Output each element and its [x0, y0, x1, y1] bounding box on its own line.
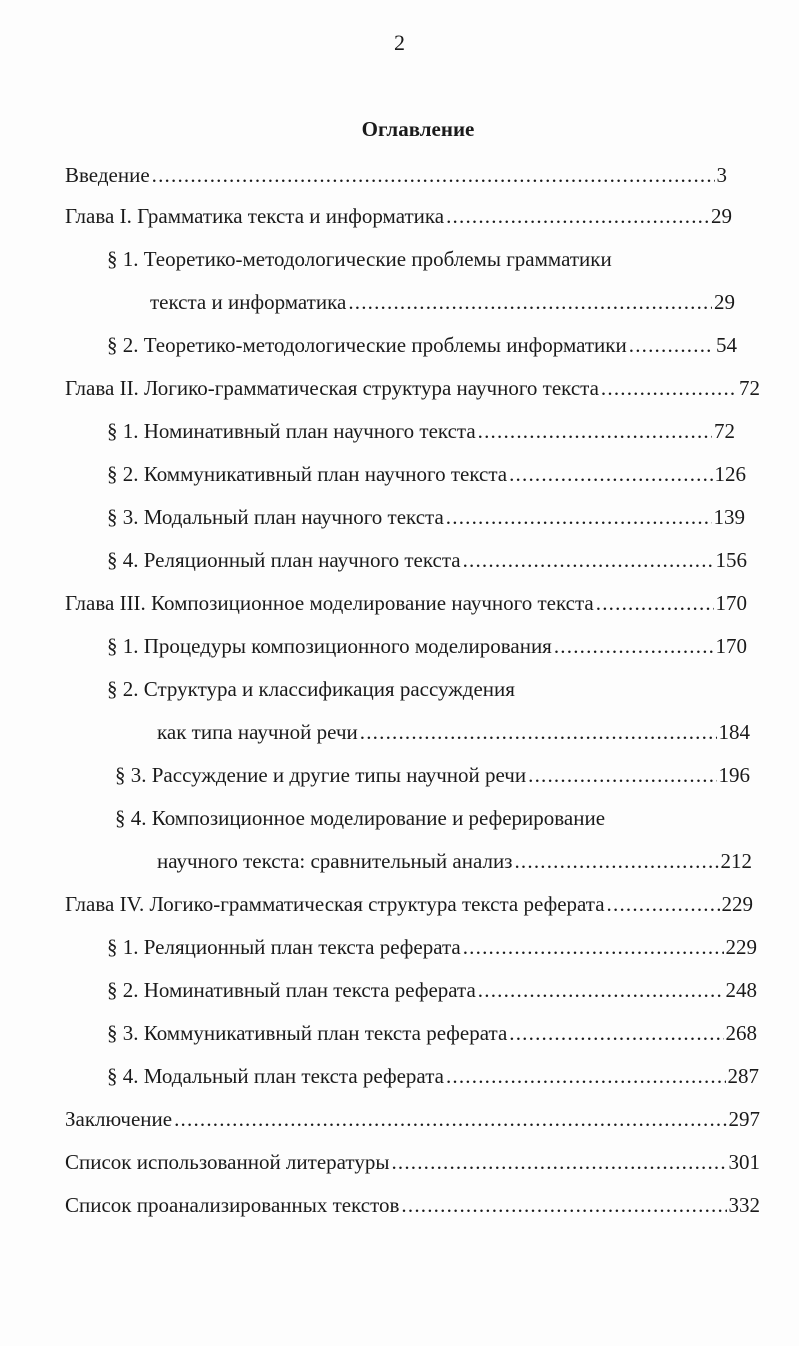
entry-label: Список использованной литературы — [65, 1150, 390, 1174]
entry-label: § 3. Коммуникативный план текста реферата — [107, 1021, 508, 1045]
toc-entry — [107, 503, 745, 531]
leader-dots — [554, 632, 714, 660]
entry-label: § 3. Модальный план научного текста — [107, 505, 444, 529]
toc-entry — [107, 1019, 757, 1047]
leader-dots — [446, 1062, 726, 1090]
entry-page: 229 — [721, 892, 753, 916]
leader-dots — [348, 288, 712, 316]
entry-label: Глава III. Композиционное моделирование научного текста — [65, 591, 594, 615]
entry-label: § 2. Номинативный план текста реферата — [107, 978, 476, 1002]
entry-label: научного текста: сравнительный анализ — [157, 849, 513, 873]
entry-page: 332 — [728, 1193, 760, 1217]
toc-entry — [115, 761, 750, 789]
entry-label: § 1. Номинативный план научного текста — [107, 419, 476, 443]
entry-page: 29 — [711, 204, 732, 228]
entry-label: § 2. Теоретико-методологические проблемы информатики — [107, 333, 627, 357]
entry-page: 72 — [714, 419, 735, 443]
leader-dots — [607, 890, 720, 918]
leader-dots — [601, 374, 737, 402]
leader-dots — [629, 331, 714, 359]
entry-label: текста и информатика — [150, 290, 347, 314]
toc-entry — [157, 847, 752, 875]
entry-label: § 2. Коммуникативный план научного текста — [107, 462, 508, 486]
entry-page: 156 — [715, 548, 747, 572]
toc-entry — [65, 374, 760, 402]
toc-entry — [107, 1062, 759, 1090]
entry-label: как типа научной речи — [157, 720, 358, 744]
leader-dots — [360, 718, 717, 746]
leader-dots — [509, 1019, 723, 1047]
entry-page: 184 — [718, 720, 750, 744]
entry-page: 126 — [714, 462, 746, 486]
entry-page: 248 — [725, 978, 757, 1002]
toc-entry — [107, 460, 746, 488]
leader-dots — [478, 976, 724, 1004]
toc-entry — [107, 933, 757, 961]
entry-page: 54 — [716, 333, 737, 357]
toc-entry — [107, 417, 735, 445]
leader-dots — [478, 417, 712, 445]
toc-entry — [65, 589, 747, 617]
entry-page: 212 — [720, 849, 752, 873]
toc-entry — [65, 1105, 760, 1133]
toc-entry — [107, 976, 757, 1004]
entry-first-line: § 4. Композиционное моделирование и реферирование — [115, 806, 606, 830]
leader-dots — [463, 933, 724, 961]
leader-dots — [152, 161, 715, 189]
entry-page: 297 — [728, 1107, 760, 1131]
toc-entry — [150, 288, 735, 316]
entry-page: 29 — [714, 290, 735, 314]
entry-page: 170 — [715, 591, 747, 615]
entry-label: Список проанализированных текстов — [65, 1193, 400, 1217]
leader-dots — [401, 1191, 726, 1219]
toc-entry — [107, 331, 737, 359]
entry-label: § 4. Реляционный план научного текста — [107, 548, 461, 572]
entry-label: Введение — [65, 163, 150, 187]
entry-first-line: § 1. Теоретико-методологические проблемы грамматики — [107, 247, 612, 271]
entry-first-line: § 2. Структура и классификация рассуждения — [107, 677, 515, 701]
entry-page: 196 — [718, 763, 750, 787]
leader-dots — [514, 847, 718, 875]
entry-label: Заключение — [65, 1107, 173, 1131]
leader-dots — [463, 546, 714, 574]
toc-entry — [65, 1148, 760, 1176]
entry-page: 287 — [727, 1064, 759, 1088]
entry-page: 72 — [739, 376, 760, 400]
leader-dots — [528, 761, 716, 789]
entry-label: § 1. Реляционный план текста реферата — [107, 935, 461, 959]
entry-label: Глава I. Грамматика текста и информатика — [65, 204, 445, 228]
leader-dots — [509, 460, 712, 488]
entry-label: Глава II. Логико-грамматическая структура научного текста — [65, 376, 599, 400]
toc-entry — [65, 890, 753, 918]
entry-page: 229 — [725, 935, 757, 959]
toc-entry — [65, 202, 732, 230]
entry-label: § 4. Модальный план текста реферата — [107, 1064, 444, 1088]
leader-dots — [391, 1148, 726, 1176]
entry-page: 139 — [713, 505, 745, 529]
toc-entry — [107, 632, 747, 660]
entry-label: § 1. Процедуры композиционного моделирования — [107, 634, 552, 658]
entry-page: 170 — [715, 634, 747, 658]
leader-dots — [174, 1105, 726, 1133]
entry-label: § 3. Рассуждение и другие типы научной речи — [115, 763, 527, 787]
leader-dots — [446, 503, 712, 531]
entry-page: 301 — [728, 1150, 760, 1174]
toc-title: Оглавление — [361, 117, 475, 141]
entry-page: 268 — [725, 1021, 757, 1045]
toc-entry — [65, 1191, 760, 1219]
leader-dots — [596, 589, 714, 617]
toc-entry — [65, 161, 727, 189]
toc-entry — [107, 546, 747, 574]
leader-dots — [446, 202, 709, 230]
toc-entry — [157, 718, 750, 746]
entry-page: 3 — [716, 163, 727, 187]
entry-label: Глава IV. Логико-грамматическая структура текста реферата — [65, 892, 605, 916]
page-number: 2 — [394, 30, 405, 55]
